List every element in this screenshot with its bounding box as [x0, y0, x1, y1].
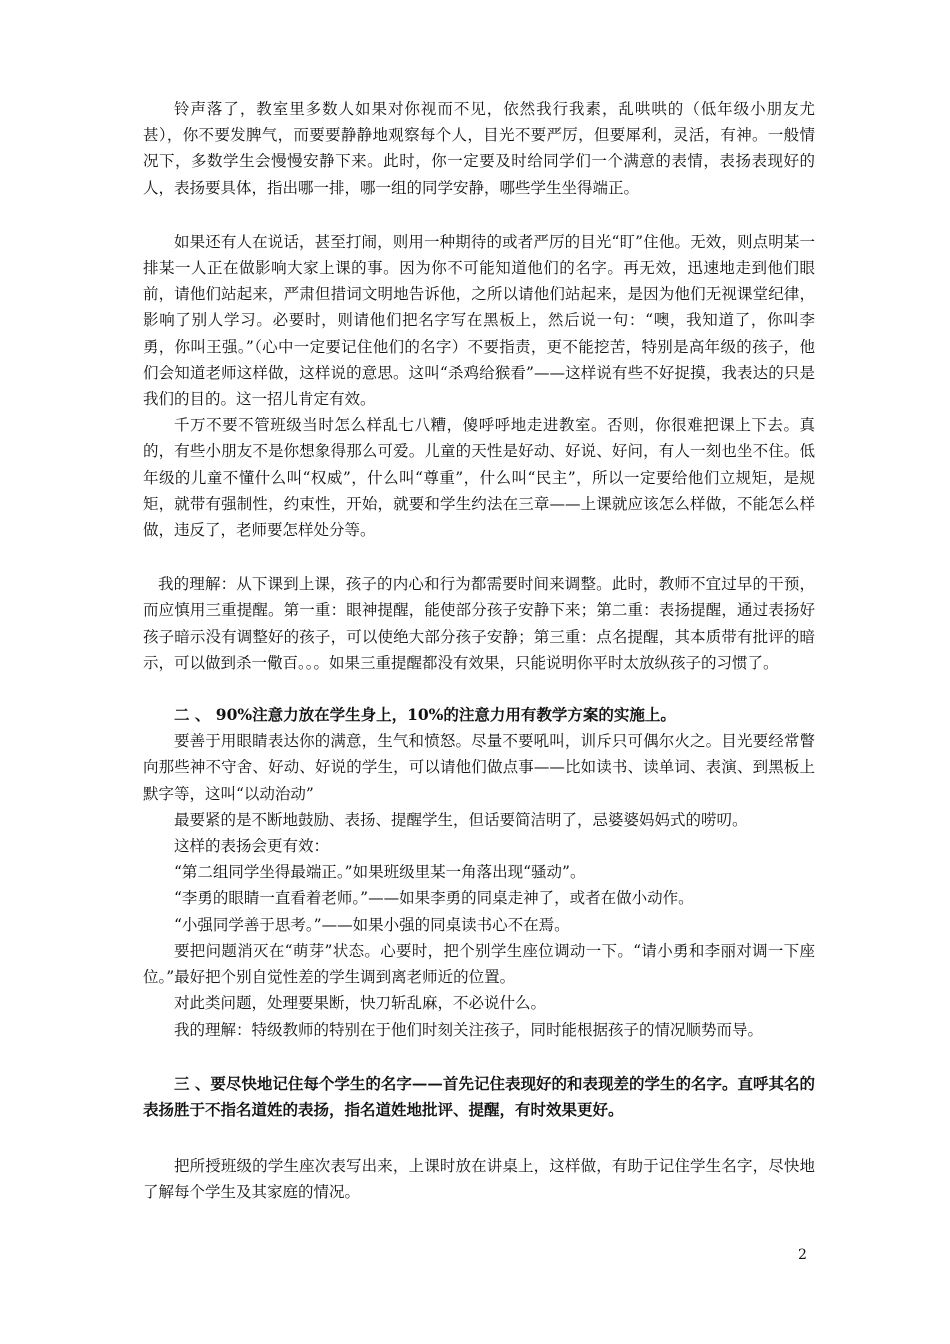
paragraph: 要善于用眼睛表达你的满意，生气和愤怒。尽量不要吼叫，训斥只可偶尔火之。目光要经常瞥向那些神不守舍、好动、好说的学生，可以请他们做点事——比如读书、读单词、表演、到黑板上默字等，这叫“以动治动”	[143, 732, 815, 803]
paragraph: 我的理解：特级教师的特别在于他们时刻关注孩子，同时能根据孩子的情况顺势而导。	[174, 1020, 764, 1039]
paragraph: 这样的表扬会更有效：	[174, 837, 330, 856]
paragraph: “小强同学善于思考。”——如果小强的同桌读书心不在焉。	[174, 915, 570, 934]
section-heading: 三 、要尽快地记住每个学生的名字——首先记住表现好的和表现差的学生的名字。直呼其名的表扬胜于不指名道姓的表扬，指名道姓地批评、提醒，有时效果更好。	[143, 1073, 815, 1119]
paragraph: “第二组同学坐得最端正。”如果班级里某一角落出现“骚动”。	[174, 863, 586, 882]
paragraph: 我的理解：从下课到上课，孩子的内心和行为都需要时间来调整。此时，教师不宜过早的干预，而应慎用三重提醒。第一重：眼神提醒，能使部分孩子安静下来；第二重：表扬提醒，通过表扬好孩子暗示没有调整好的孩子，可以使绝大部分孩子安静；第三重：点名提醒，其本质带有批评的暗示，可以做到杀一儆百。。。如果三重提醒都没有效果，只能说明你平时太放纵孩子的习惯了。	[143, 575, 815, 672]
paragraph: “李勇的眼睛一直看着老师。”——如果李勇的同桌走神了，或者在做小动作。	[174, 889, 694, 908]
paragraph: 对此类问题，处理要果断，快刀斩乱麻，不必说什么。	[174, 994, 547, 1013]
paragraph: 如果还有人在说话，甚至打闹，则用一种期待的或者严厉的目光“盯”住他。无效，则点明某一排某一人正在做影响大家上课的事。因为你不可能知道他们的名字。再无效，迅速地走到他们眼前，请他们站起来，严肃但措词文明地告诉他，之所以请他们站起来，是因为他们无视课堂纪律，影响了别人学习。必要时，则请他们把名字写在黑板上，然后说一句：“噢，我知道了，你叫李勇，你叫王强。”（心中一定要记住他们的名字）不要指责，更不能挖苦，特别是高年级的孩子，他们会知道老师这样做，这样说的意思。这叫“杀鸡给猴看”——这样说有些不好捉摸，我表达的只是我们的目的。这一招儿肯定有效。	[143, 232, 815, 409]
paragraph: 把所授班级的学生座次表写出来，上课时放在讲桌上，这样做，有助于记住学生名字，尽快地了解每个学生及其家庭的情况。	[143, 1157, 815, 1202]
paragraph: 要把问题消灭在“萌芽”状态。心要时，把个别学生座位调动一下。“请小勇和李丽对调一下座位。”最好把个别自觉性差的学生调到离老师近的位置。	[143, 941, 815, 987]
section-heading: 二 、 90%注意力放在学生身上，10%的注意力用有教学方案的实施上。	[174, 705, 676, 725]
page-number: 2	[798, 1247, 807, 1263]
document-body	[143, 96, 815, 1206]
paragraph: 千万不要不管班级当时怎么样乱七八糟，傻呼呼地走进教室。否则，你很难把课上下去。真的，有些小朋友不是你想象得那么可爱。儿童的天性是好动、好说、好问，有人一刻也坐不住。低年级的儿童不懂什么叫“权威”，什么叫“尊重”，什么叫“民主”，所以一定要给他们立规矩，是规矩，就带有强制性，约束性，开始，就要和学生约法在三章——上课就应该怎么样做，不能怎么样做，违反了，老师要怎样处分等。	[143, 416, 815, 540]
paragraph: 铃声落了，教室里多数人如果对你视而不见，依然我行我素，乱哄哄的（低年级小朋友尤甚），你不要发脾气，而要要静静地观察每个人，目光不要严厉，但要犀利，灵活，有神。一般情况下，多数学生会慢慢安静下来。此时，你一定要及时给同学们一个满意的表情，表扬表现好的人，表扬要具体，指出哪一排，哪一组的同学安静，哪些学生坐得端正。	[143, 100, 815, 197]
paragraph: 最要紧的是不断地鼓励、表扬、提醒学生，但话要简洁明了，忌婆婆妈妈式的唠叨。	[174, 810, 748, 829]
